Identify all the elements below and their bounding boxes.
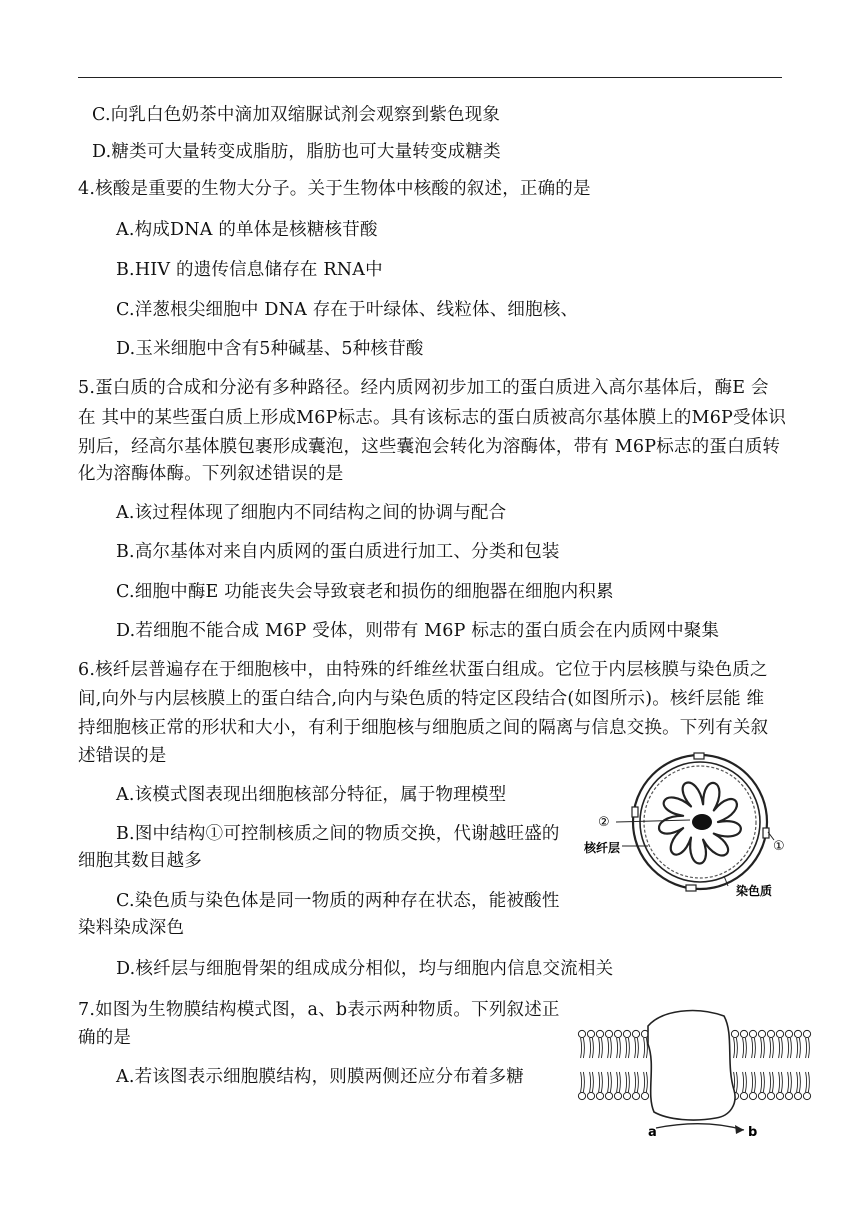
nucleolus	[692, 814, 712, 830]
option-6b-line1: B.图中结构①可控制核质之间的物质交换，代谢越旺盛的	[116, 824, 560, 844]
lipid-tail	[799, 1038, 800, 1058]
lipid-tail	[743, 1038, 744, 1058]
lipid-tail	[736, 1072, 737, 1092]
lipid-tail	[761, 1072, 762, 1092]
option-6c-line1: C.染色质与染色体是同一物质的两种存在状态，能被酸性	[116, 891, 560, 911]
question-5-stem-line2: 在 其中的某些蛋白质上形成M6P标志。具有该标志的蛋白质被高尔基体膜上的M6P受体识	[78, 408, 787, 428]
lipid-tail	[608, 1072, 609, 1092]
lipid-head	[605, 1030, 612, 1037]
leader-line-2	[616, 820, 690, 822]
lipid-tail	[619, 1072, 620, 1092]
lipid-tail	[736, 1038, 737, 1058]
label-b: b	[748, 1125, 758, 1140]
option-6b-line2: 细胞其数目越多	[78, 851, 202, 871]
lipid-tail	[752, 1072, 753, 1092]
lipid-tail	[806, 1072, 807, 1092]
label-1: ①	[773, 839, 785, 854]
option-4c: C.洋葱根尖细胞中 DNA 存在于叶绿体、线粒体、细胞核、	[116, 300, 579, 320]
option-5a: A.该过程体现了细胞内不同结构之间的协调与配合	[116, 503, 507, 523]
option-4a: A.构成DNA 的单体是核糖核苷酸	[116, 220, 378, 240]
lipid-tail	[583, 1038, 584, 1058]
question-5-stem-line3: 别后，经高尔基体膜包裹形成囊泡，这些囊泡会转化为溶酶体，带有 M6P标志的蛋白质转	[78, 437, 781, 457]
lipid-tail	[628, 1072, 629, 1092]
transmembrane-protein	[648, 1011, 735, 1120]
question-6-stem-line3: 持细胞核正常的形状和大小，有利于细胞核与细胞质之间的隔离与信息交换。下列有关叙	[78, 718, 769, 738]
lipid-head	[740, 1030, 747, 1037]
lipid-tail	[590, 1072, 591, 1092]
lipid-tail	[617, 1072, 618, 1092]
lipid-tail	[581, 1038, 582, 1058]
option-6a: A.该模式图表现出细胞核部分特征，属于物理模型	[116, 785, 507, 805]
lipid-tail	[745, 1038, 746, 1058]
lipid-head	[578, 1030, 585, 1037]
label-chromatin: 染色质	[736, 884, 773, 898]
arrow-head	[735, 1125, 744, 1134]
lipid-tail	[770, 1038, 771, 1058]
lipid-tail	[763, 1072, 764, 1092]
lipid-head	[623, 1030, 630, 1037]
option-3d: D.糖类可大量转变成脂肪，脂肪也可大量转变成糖类	[92, 142, 501, 162]
lipid-head	[614, 1092, 621, 1099]
option-5b: B.高尔基体对来自内质网的蛋白质进行加工、分类和包装	[116, 542, 560, 562]
lipid-tail	[772, 1038, 773, 1058]
lipid-head	[758, 1092, 765, 1099]
option-6c-line2: 染料染成深色	[78, 918, 185, 938]
lipid-head	[632, 1092, 639, 1099]
lipid-tail	[583, 1072, 584, 1092]
label-lamina: 核纤层	[584, 841, 621, 855]
lipid-tail	[772, 1072, 773, 1092]
lipid-head	[614, 1030, 621, 1037]
lipid-tail	[592, 1038, 593, 1058]
question-5-stem-line1: 5.蛋白质的合成和分泌有多种路径。经内质网初步加工的蛋白质进入高尔基体后，酶E 会	[78, 378, 769, 398]
option-3c: C.向乳白色奶茶中滴加双缩脲试剂会观察到紫色现象	[92, 105, 501, 125]
lipid-tail	[628, 1038, 629, 1058]
lipid-tail	[619, 1038, 620, 1058]
question-6-stem-line1: 6.核纤层普遍存在于细胞核中，由特殊的纤维丝状蛋白组成。它位于内层核膜与染色质之	[78, 660, 768, 680]
lipid-head	[785, 1030, 792, 1037]
nuclear-pore	[632, 807, 638, 817]
lipid-tail	[752, 1038, 753, 1058]
lipid-tail	[626, 1072, 627, 1092]
lipid-tail	[754, 1038, 755, 1058]
lipid-tail	[644, 1072, 645, 1092]
option-4b: B.HIV 的遗传信息储存在 RNA中	[116, 260, 383, 280]
lipid-tail	[781, 1072, 782, 1092]
question-4-stem: 4.核酸是重要的生物大分子。关于生物体中核酸的叙述，正确的是	[78, 179, 591, 199]
lipid-head	[758, 1030, 765, 1037]
lipid-tail	[745, 1072, 746, 1092]
lipid-head	[776, 1092, 783, 1099]
lipid-head	[605, 1092, 612, 1099]
nuclear-lamina-figure	[578, 752, 788, 912]
lipid-tail	[770, 1072, 771, 1092]
lipid-tail	[608, 1038, 609, 1058]
lipid-tail	[599, 1038, 600, 1058]
lipid-tail	[581, 1072, 582, 1092]
lipid-tail	[592, 1072, 593, 1092]
lipid-tail	[646, 1072, 647, 1092]
lipid-head	[596, 1030, 603, 1037]
question-7-stem-line1: 7.如图为生物膜结构模式图，a、b表示两种物质。下列叙述正	[78, 1000, 560, 1020]
question-6-stem-line2: 间,向外与内层核膜上的蛋白结合,向内与染色质的特定区段结合(如图所示)。核纤层能 维	[78, 689, 765, 709]
option-4d: D.玉米细胞中含有5种碱基、5种核苷酸	[116, 339, 424, 359]
lipid-head	[587, 1092, 594, 1099]
lipid-tail	[806, 1038, 807, 1058]
lipid-tail	[734, 1038, 735, 1058]
nuclear-pore	[763, 828, 769, 838]
question-6-stem-line4: 述错误的是	[78, 746, 167, 766]
membrane-structure-figure	[576, 1004, 816, 1144]
lipid-tail	[781, 1038, 782, 1058]
option-7a: A.若该图表示细胞膜结构，则膜两侧还应分布着多糖	[116, 1067, 524, 1087]
label-a: a	[648, 1125, 657, 1140]
lipid-tail	[808, 1038, 809, 1058]
nuclear-pore	[694, 753, 704, 759]
lipid-tail	[610, 1038, 611, 1058]
lipid-tail	[790, 1072, 791, 1092]
lipid-head	[596, 1092, 603, 1099]
option-6d: D.核纤层与细胞骨架的组成成分相似，均与细胞内信息交流相关	[116, 959, 614, 979]
lipid-tail	[790, 1038, 791, 1058]
lipid-tail	[599, 1072, 600, 1092]
question-5-stem-line4: 化为溶酶体酶。下列叙述错误的是	[78, 464, 344, 484]
lipid-tail	[610, 1072, 611, 1092]
lipid-head	[776, 1030, 783, 1037]
lipid-head	[749, 1030, 756, 1037]
lipid-head	[767, 1092, 774, 1099]
lipid-head	[803, 1030, 810, 1037]
lipid-head	[587, 1030, 594, 1037]
lipid-tail	[743, 1072, 744, 1092]
lipid-tail	[601, 1072, 602, 1092]
lipid-head	[794, 1092, 801, 1099]
lipid-tail	[779, 1072, 780, 1092]
lipid-tail	[788, 1038, 789, 1058]
lipid-head	[578, 1092, 585, 1099]
question-7-stem-line2: 确的是	[78, 1028, 132, 1048]
lipid-tail	[637, 1072, 638, 1092]
lipid-tail	[637, 1038, 638, 1058]
lipid-tail	[808, 1072, 809, 1092]
lipid-tail	[644, 1038, 645, 1058]
lipid-head	[641, 1092, 648, 1099]
lipid-head	[794, 1030, 801, 1037]
lipid-head	[767, 1030, 774, 1037]
lipid-tail	[788, 1072, 789, 1092]
transport-arrow	[656, 1124, 744, 1130]
lipid-head	[785, 1092, 792, 1099]
lipid-tail	[754, 1072, 755, 1092]
lipid-head	[731, 1030, 738, 1037]
header-rule	[78, 77, 782, 78]
option-5d: D.若细胞不能合成 M6P 受体，则带有 M6P 标志的蛋白质会在内质网中聚集	[116, 621, 720, 641]
lipid-tail	[797, 1072, 798, 1092]
lipid-head	[623, 1092, 630, 1099]
lipid-tail	[799, 1072, 800, 1092]
lipid-head	[740, 1092, 747, 1099]
lipid-tail	[635, 1038, 636, 1058]
lipid-tail	[635, 1072, 636, 1092]
lipid-tail	[779, 1038, 780, 1058]
lipid-tail	[797, 1038, 798, 1058]
lipid-tail	[617, 1038, 618, 1058]
lipid-head	[749, 1092, 756, 1099]
nuclear-pore	[686, 885, 696, 891]
lipid-tail	[761, 1038, 762, 1058]
lipid-tail	[601, 1038, 602, 1058]
lipid-head	[632, 1030, 639, 1037]
lipid-tail	[626, 1038, 627, 1058]
lipid-head	[803, 1092, 810, 1099]
lipid-tail	[590, 1038, 591, 1058]
lipid-tail	[763, 1038, 764, 1058]
label-2: ②	[598, 815, 610, 830]
option-5c: C.细胞中酶E 功能丧失会导致衰老和损伤的细胞器在细胞内积累	[116, 582, 614, 602]
